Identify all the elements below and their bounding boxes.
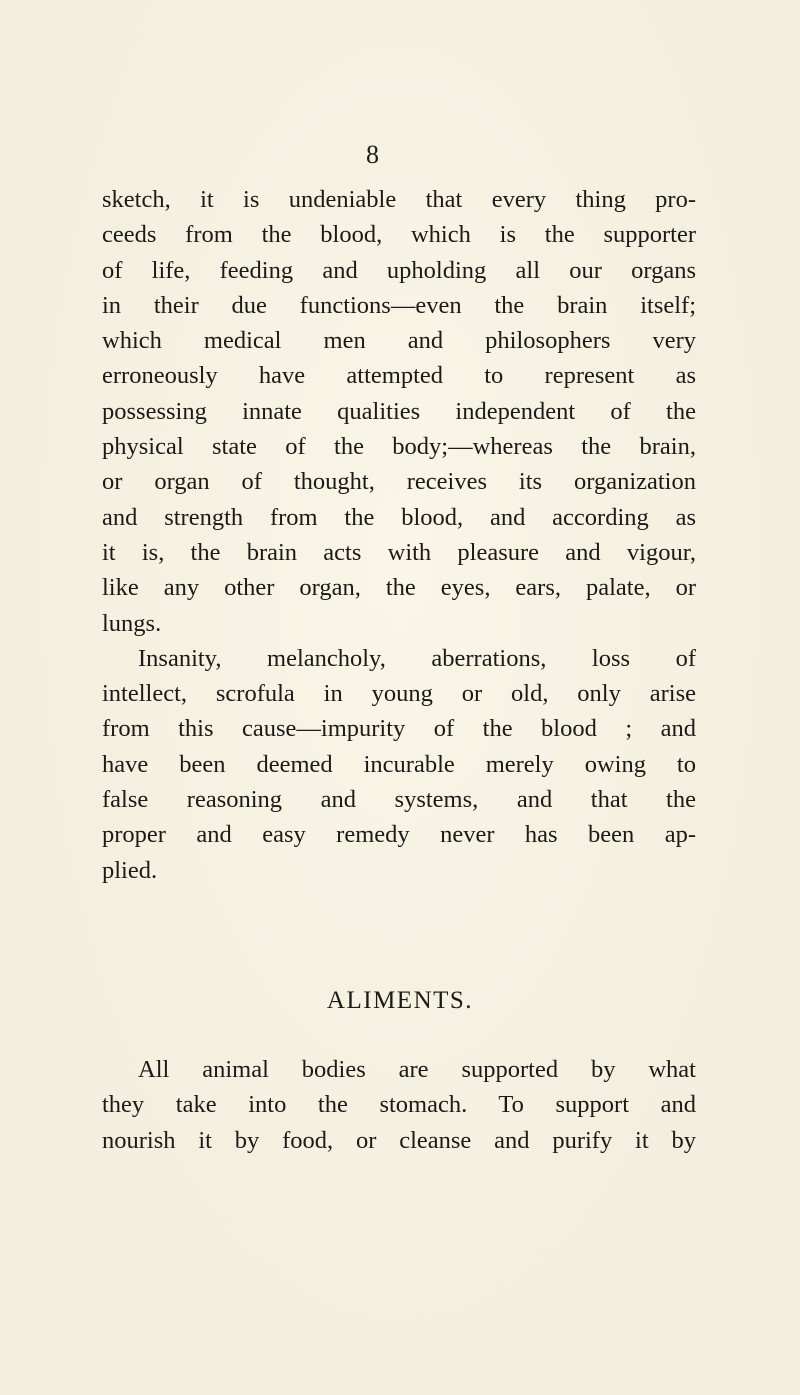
text-line: lungs.: [102, 609, 162, 637]
text-line: physical state of the body;—whereas the brain,: [102, 433, 696, 461]
text-line: like any other organ, the eyes, ears, palate, or: [102, 574, 696, 602]
main-text-block: [102, 182, 696, 888]
text-line: or organ of thought, receives its organization: [102, 468, 696, 496]
text-line: nourish it by food, or cleanse and purify it by: [102, 1126, 696, 1154]
text-line: erroneously have attempted to represent as: [102, 362, 696, 390]
text-line: All animal bodies are supported by what: [138, 1056, 696, 1083]
text-line: it is, the brain acts with pleasure and vigour,: [102, 538, 696, 566]
text-line: from this cause—impurity of the blood ; and: [102, 715, 696, 743]
text-line: plied.: [102, 856, 158, 884]
text-line: ceeds from the blood, which is the supporter: [102, 221, 696, 249]
page-number: 8: [366, 140, 379, 169]
text-line: sketch, it is undeniable that every thing pro-: [102, 186, 696, 213]
text-line: which medical men and philosophers very: [102, 327, 696, 355]
text-line: intellect, scrofula in young or old, only arise: [102, 680, 696, 708]
section-heading: ALIMENTS.: [326, 987, 474, 1014]
text-line: and strength from the blood, and according as: [102, 503, 696, 531]
paragraph-1: [102, 182, 696, 641]
text-line: proper and easy remedy never has been ap-: [102, 821, 696, 849]
paragraph-2: [102, 641, 696, 888]
text-line: Insanity, melancholy, aberrations, loss of: [138, 644, 696, 672]
text-line: false reasoning and systems, and that the: [102, 786, 696, 814]
text-line: of life, feeding and upholding all our organs: [102, 256, 696, 284]
text-line: have been deemed incurable merely owing to: [102, 750, 696, 778]
text-line: in their due functions—even the brain itself;: [102, 291, 696, 319]
text-line: they take into the stomach. To support and: [102, 1091, 696, 1119]
text-line: possessing innate qualities independent of the: [102, 397, 696, 425]
paragraph-3: [102, 1052, 696, 1158]
